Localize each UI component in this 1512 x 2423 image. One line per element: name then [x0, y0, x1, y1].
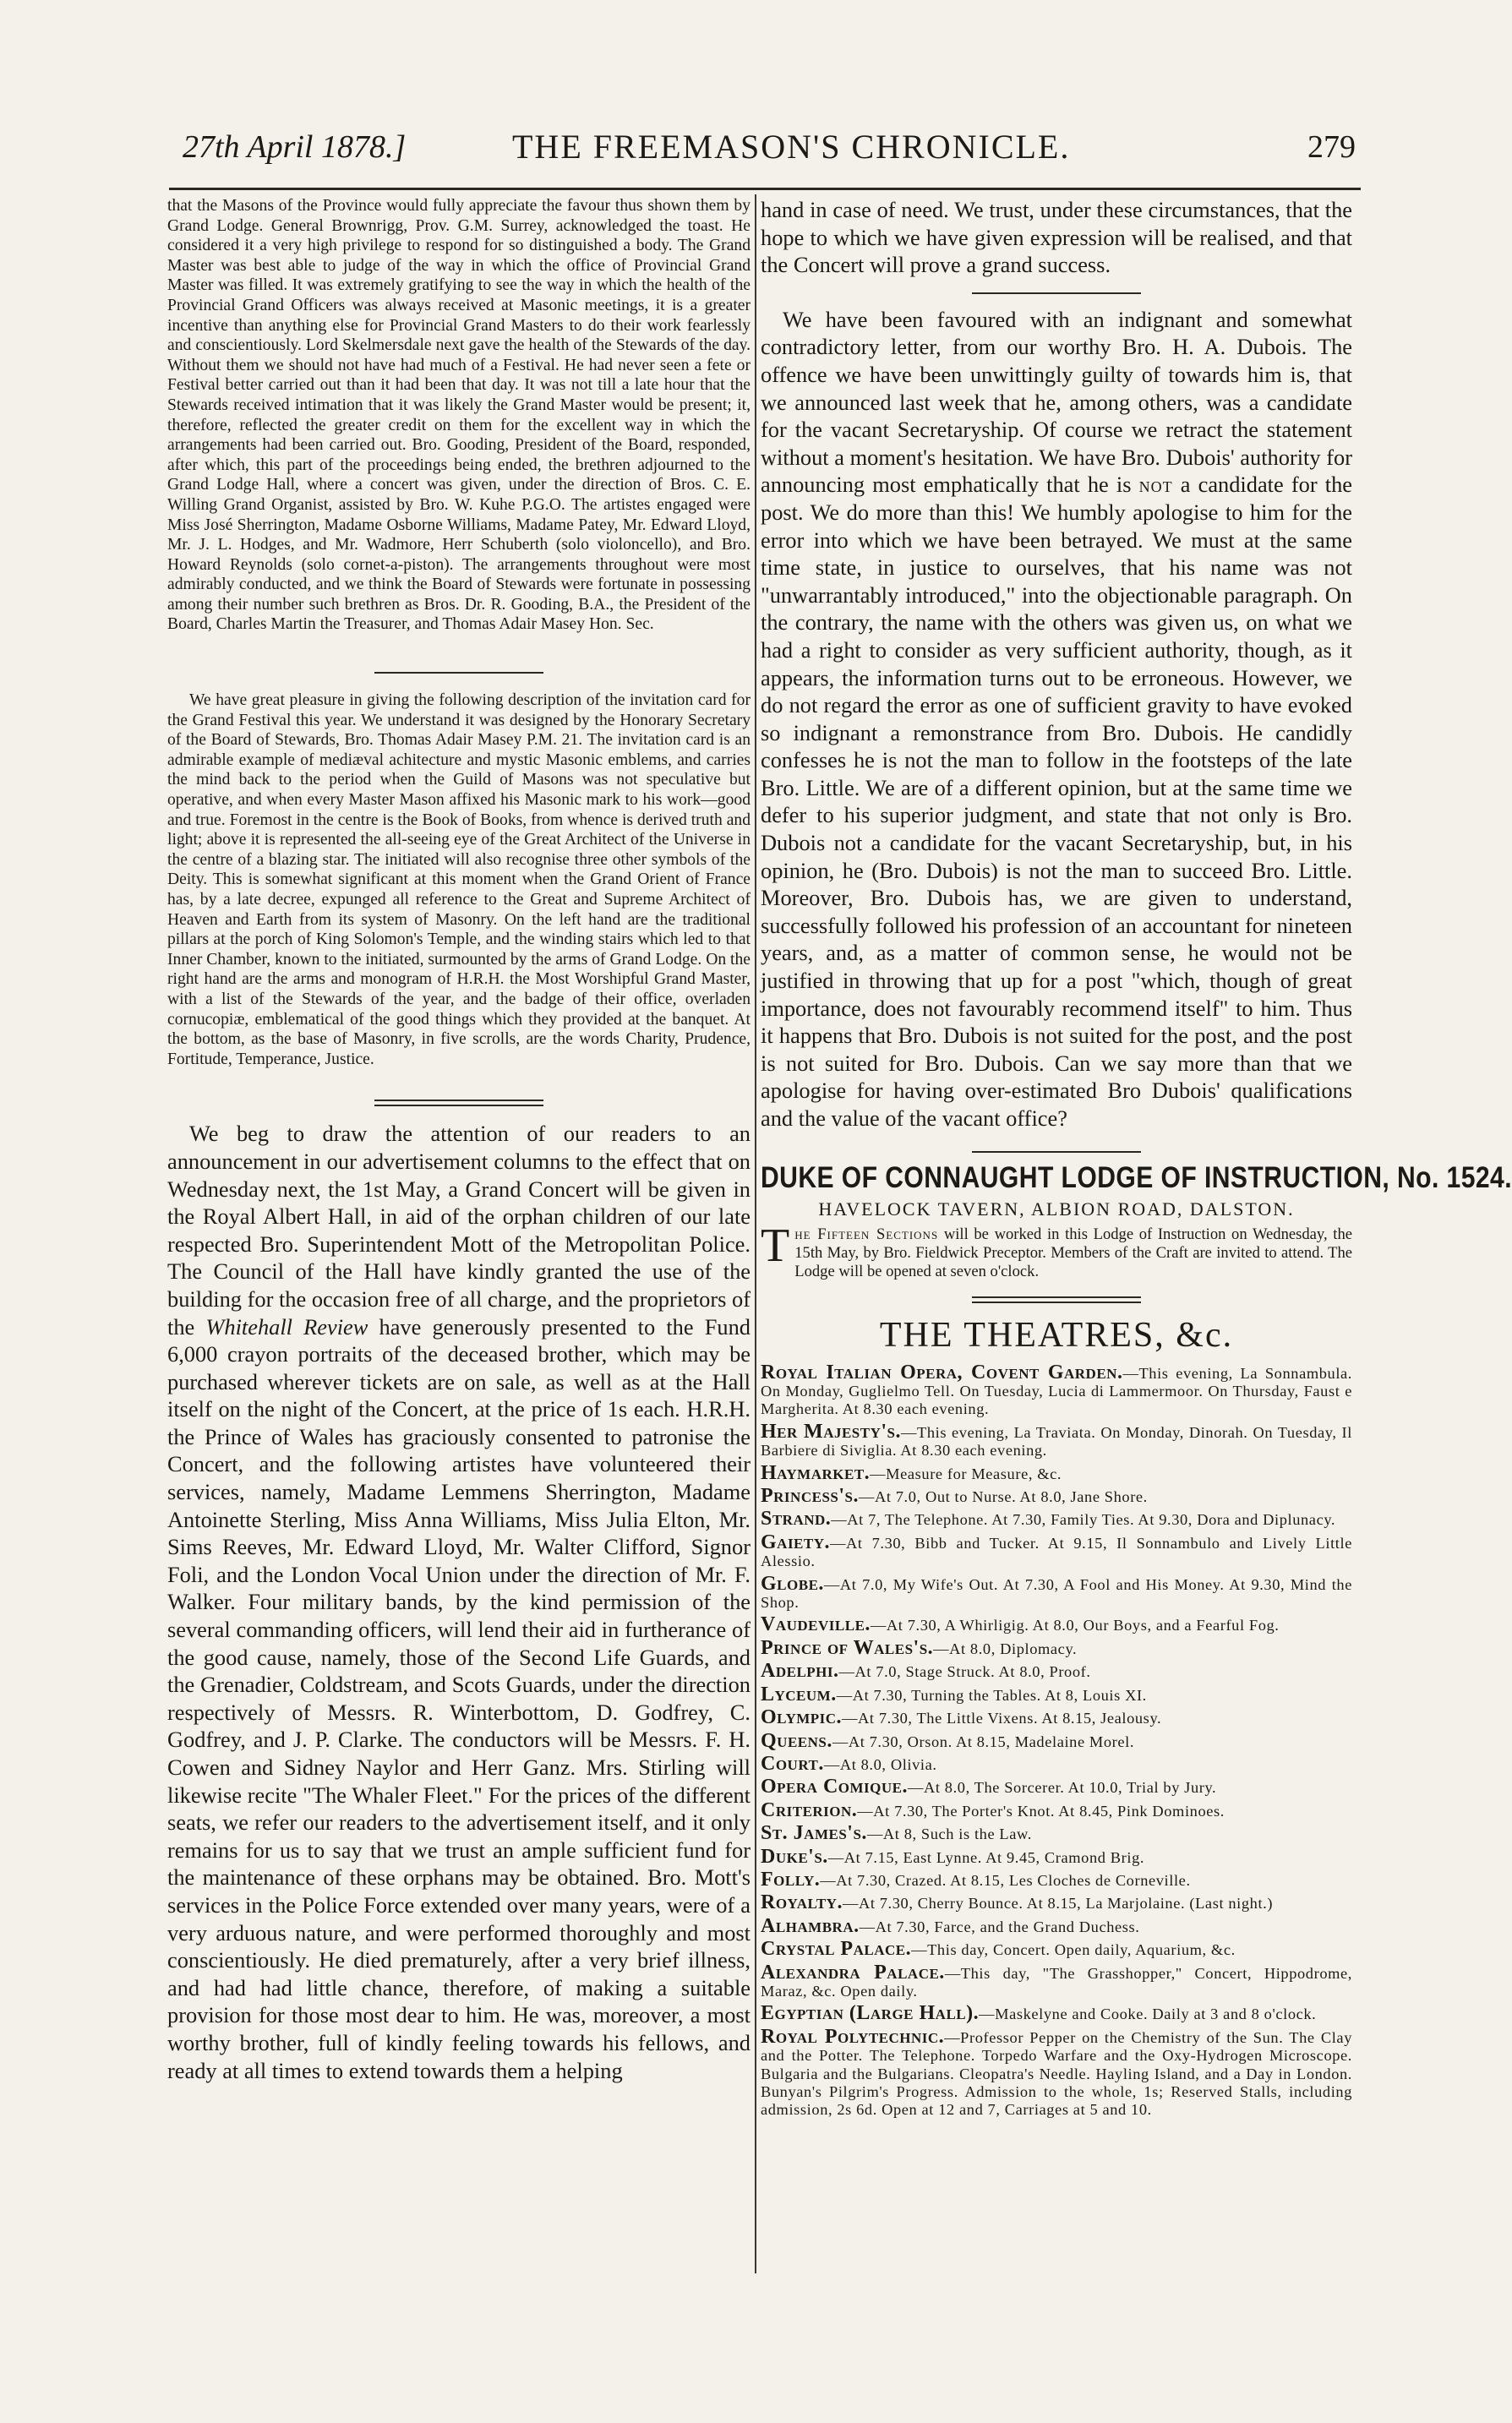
theatre-entry: [761, 1752, 1352, 1775]
theatre-name: Royal Italian Opera, Covent Garden.: [761, 1361, 1123, 1383]
theatre-programme: —This evening, La Sonnambula. On Monday, Guglielmo Tell. On Tuesday, Lucia di Lammermoor. On Thursday, Faust e Margherita. At 8.30 each evening.: [761, 1364, 1352, 1418]
theatre-programme: —At 7.30, Orson. At 8.15, Madelaine Morel.: [832, 1733, 1135, 1750]
theatre-name: Her Majesty's.: [761, 1420, 901, 1443]
concert-text-b: have generously presented to the Fund 6,000 crayon portraits of the deceased brother, which may be purchased wherever tickets are on sale, as well as at the Hall itself on the night of the Concert, at the price of 1s each. H.R.H. the Prince of Wales has graciously consented to patronise the Concert, and the following artistes have volunteered their services, namely, Madame Lemmens Sherrington, Madame Antoinette Sterling, Miss Anna Williams, Miss Julia Elton, Mr. Sims Reeves, Mr. Edward Lloyd, Mr. Walter Clifford, Signor Foli, and the London Vocal Union under the direction of Mr. F. Walker. Four military bands, by the kind permission of the several commanding officers, will lend their aid in furtherance of the good cause, namely, those of the Second Life Guards, and the Grenadier, Coldstream, and Scots Guards, under the direction respectively of Messrs. R. Winterbottom, D. Godfrey, C. Godfrey, and J. P. Clarke. The conductors will be Messrs. F. H. Cowen and Sidney Naylor and Herr Ganz. Mrs. Stirling will likewise recite "The Whaler Fleet." For the prices of the different seats, we refer our readers to the advertisement itself, and it only remains for us to say that we trust an ample sufficient fund for the maintenance of these orphans may be obtained. Bro. Mott's services in the Police Force extended over many years, were of a very arduous nature, and were performed thoroughly and most conscientiously. He died prematurely, after a very brief illness, and had had little chance, therefore, of making a suitable provision for those most dear to him. He was, moreover, a most worthy brother, full of kindly feeling towards his fellows, and ready at all times to extend towards them a helping: [167, 1313, 751, 2083]
theatre-name: Olympic.: [761, 1706, 843, 1729]
theatre-entry: [761, 1868, 1352, 1891]
theatre-entry: [761, 1940, 1352, 1959]
theatre-name: Haymarket.: [761, 1461, 871, 1484]
lodge-notice: [761, 1219, 1352, 1281]
theatre-programme: —This day, "The Grasshopper," Concert, Hippodrome, Maraz, &c. Open daily.: [761, 1964, 1352, 2000]
theatre-entry: [761, 1683, 1352, 1705]
theatre-name: Duke's.: [761, 1845, 828, 1868]
theatre-name: Criterion.: [761, 1798, 858, 1821]
double-section-rule: [374, 1100, 543, 1106]
theatres-heading: THE THEATRES, &c.: [879, 1315, 1234, 1355]
header-rule: [169, 188, 1361, 190]
concert-paragraph: [167, 1120, 751, 2084]
theatre-entry: [761, 1798, 1352, 1821]
theatre-entry: [761, 1891, 1352, 1914]
theatre-programme: —This evening, La Traviata. On Monday, Dinorah. On Tuesday, Il Barbiere di Siviglia. At 8.30 each evening.: [761, 1423, 1352, 1460]
theatre-name: Alhambra.: [761, 1914, 860, 1937]
theatre-entry: [761, 1729, 1352, 1752]
theatre-name: Lyceum.: [761, 1683, 837, 1705]
theatre-name: Adelphi.: [761, 1660, 839, 1683]
right-column: [761, 196, 1512, 2334]
theatre-name: Court.: [761, 1752, 824, 1775]
theatre-name: Strand.: [761, 1508, 832, 1531]
theatre-programme: —At 7.30, Turning the Tables. At 8, Louis XI.: [836, 1686, 1147, 1704]
issue-date: 27th April 1878.]: [183, 129, 407, 165]
lodge-notice-text: will be worked in this Lodge of Instruction on Wednesday, the 15th May, by Bro. Fieldwick Preceptor. Members of the Craft are invited to attend. The Lodge will be opened at seven o'clock.: [794, 1225, 1352, 1280]
theatre-name: Princess's.: [761, 1485, 859, 1508]
theatre-programme: —At 7.30, A Whirligig. At 8.0, Our Boys, and a Fearful Fog.: [870, 1617, 1280, 1634]
theatre-name: Gaiety.: [761, 1531, 831, 1553]
theatre-entry: [761, 1845, 1352, 1868]
theatre-entry: [761, 1531, 1352, 1571]
festival-paragraph: that the Masons of the Province would fully appreciate the favour thus shown them by Grand Lodge. General Brownrigg, Prov. G.M. Surrey, acknowledged the toast. He considered it a very high privilege to respond for so distinguished a body. The Grand Master was best able to judge of the way in which the office of Provincial Grand Master was filled. It was extremely gratifying to see the way in which the health of the Provincial Grand Officers was always received at Masonic meetings, it is a greater incentive than anything else for Provincial Grand Masters to do their work fearlessly and conscientiously. Lord Skelmersdale next gave the health of the Stewards of the day. Without them we should not have had much of a Festival. He had never seen a fete or Festival better carried out than it had been that day. It was not till a late hour that the Stewards received intimation that it was likely the Grand Master would be present; it, therefore, reflected the greater credit on them for the excellent way in which the arrangements had been carried out. Bro. Gooding, President of the Board, responded, after which, this part of the proceedings being ended, the brethren adjourned to the Grand Lodge Hall, where a concert was given, under the direction of Bros. C. E. Willing Grand Organist, assisted by Bro. W. Kuhe P.G.O. The artistes engaged were Miss José Sherrington, Madame Osborne Williams, Madame Patey, Mr. Edward Lloyd, Mr. J. L. Hodges, and Mr. Wadmore, Herr Schuberth (solo violoncello), and Bro. Howard Reynolds (solo cornet-a-piston). The arrangements throughout were most admirably conducted, and we think the Board of Stewards were fortunate in possessing among their number such brethren as Bros. Dr. R. Gooding, B.A., the President of the Board, Charles Martin the Treasurer, and Thomas Adair Masey Hon. Sec.: [167, 197, 751, 634]
theatre-name: Royal Polytechnic.: [761, 2025, 945, 2048]
theatre-programme: —This day, Concert. Open daily, Aquarium, &c.: [911, 1941, 1236, 1959]
theatre-name: Crystal Palace.: [761, 1938, 912, 1961]
theatre-entry: [761, 1510, 1352, 1529]
theatre-name: St. James's.: [761, 1822, 867, 1845]
theatre-name: Opera Comique.: [761, 1776, 908, 1798]
masthead-title: THE FREEMASON'S CHRONICLE.: [512, 128, 1071, 166]
theatre-programme: —At 7.0, Stage Struck. At 8.0, Proof.: [838, 1663, 1091, 1681]
theatre-entry: [761, 1613, 1352, 1636]
dubois-text-b: a candidate for the post. We do more than this! We humbly apologise to him for the error into which we have been betrayed. We must at the same time state, in justice to ourselves, that his name was not "unwarrantably introduced," into the objectionable paragraph. On the contrary, the name with the others was given us, on what we had a right to consider as very sufficient authority, though, as it appears, the information turns out to be erroneous. However, we do not regard the error as one of sufficient gravity to have evoked so indignant a remonstrance from Bro. Dubois. He candidly confesses he is not the man to follow in the footsteps of the late Bro. Little. We are of a different opinion, but at the same time we defer to his superior judgment, and state that not only is Bro. Dubois not a candidate for the vacant Secretaryship, but, in his opinion, he (Bro. Dubois) is not the man to succeed Bro. Little. Moreover, Bro. Dubois has, we are given to understand, successfully followed his profession of an accountant for nineteen years, and, as a matter of common sense, he would not be justified in throwing that up for a post "which, though of great importance, does not favourably recommend itself" to him. Thus it happens that Bro. Dubois is not suited for the post, and the post is not suited for Bro. Dubois. Can we say more than that we apologise for having over-estimated Bro Dubois' qualifications and the value of the vacant office?: [761, 472, 1352, 1131]
theatre-name: Folly.: [761, 1868, 821, 1891]
publication-title: Whitehall Review: [205, 1313, 368, 1340]
running-head: [183, 128, 1356, 176]
theatre-programme: —At 7.30, The Little Vixens. At 8.15, Jealousy.: [842, 1710, 1162, 1727]
theatre-programme: —At 7.30, Crazed. At 8.15, Les Cloches de Corneville.: [820, 1871, 1191, 1889]
theatre-programme: —Professor Pepper on the Chemistry of the Sun. The Clay and the Potter. The Telephone. Torpedo Warfare and the Oxy-Hydrogen Microscope. Bulgaria and the Bulgarians. Cleopatra's Needle. Hayling Island, and a Day in London. Bunyan's Pilgrim's Progress. Admission to the whole, 1s; Reserved Stalls, including admission, 2s 6d. Open at 12 and 7, Carriages at 5 and 10.: [761, 2028, 1352, 2119]
theatre-name: Alexandra Palace.: [761, 1961, 945, 1984]
invitation-card-paragraph: We have great pleasure in giving the following description of the invitation card for the Grand Festival this year. We understand it was designed by the Honorary Secretary of the Board of Stewards, Bro. Thomas Adair Masey P.M. 21. The invitation card is an admirable example of mediæval achitecture and mystic Masonic emblems, and carries the mind back to the period when the Guild of Masons was not speculative but operative, and when every Master Mason affixed his Masonic mark to his work—good and true. Foremost in the centre is the Book of Books, from whence is derived truth and light; above it is represented the all-seeing eye of the Great Architect of the Universe in the centre of a blazing star. The initiated will also recognise three other symbols of the Deity. This is somewhat significant at this moment when the Grand Orient of France has, by a late decree, expunged all reference to the Great and Supreme Architect of Heaven and Earth from its system of Masonry. On the left hand are the traditional pillars at the porch of King Solomon's Temple, and the winding stairs which led to that Inner Chamber, known to the initiated, surmounted by the arms of Grand Lodge. On the right hand are the arms and monogram of H.R.H. the Most Worshipful Grand Master, with a list of the Stewards of the year, and the badge of their office, overladen cornucopiæ, emblematical of the good things which they provided at the banquet. At the bottom, as the base of Masonry, in five scrolls, are the words Charity, Prudence, Fortitude, Temperance, Justice.: [167, 691, 751, 1068]
section-rule: [374, 672, 543, 674]
theatre-entry: [761, 2025, 1352, 2120]
theatre-programme: —At 7.30, Bibb and Tucker. At 9.15, Il Sonnambulo and Lively Little Alessio.: [761, 1534, 1352, 1570]
theatre-programme: —Maskelyne and Cooke. Daily at 3 and 8 o'clock.: [979, 2006, 1317, 2023]
theatre-programme: —At 7.15, East Lynne. At 9.45, Cramond Brig.: [827, 1848, 1145, 1866]
lodge-heading: DUKE OF CONNAUGHT LODGE OF INSTRUCTION, No. 1524.: [761, 1160, 1512, 1194]
theatre-listings: [761, 1361, 1352, 2120]
lodge-address: HAVELOCK TAVERN, ALBION ROAD, DALSTON.: [818, 1198, 1295, 1220]
theatre-name: Egyptian (Large Hall).: [761, 2002, 980, 2025]
theatre-entry: [761, 1778, 1352, 1797]
theatre-entry: [761, 2002, 1352, 2025]
column-divider: [755, 194, 756, 2273]
theatre-entry: [761, 1461, 1352, 1484]
double-section-rule: [972, 1296, 1141, 1303]
dubois-paragraph: [761, 306, 1352, 1132]
theatre-entry: [761, 1487, 1352, 1506]
left-column: [167, 196, 751, 2334]
theatre-programme: —At 7, The Telephone. At 7.30, Family Ties. At 9.30, Dora and Diplunacy.: [831, 1511, 1336, 1529]
theatre-entry: [761, 1572, 1352, 1613]
theatre-name: Vaudeville.: [761, 1613, 871, 1636]
theatre-programme: —At 7.30, The Porter's Knot. At 8.45, Pink Dominoes.: [857, 1802, 1225, 1820]
theatre-entry: [761, 1914, 1352, 1937]
page-number: 279: [1307, 129, 1356, 165]
theatre-programme: —Measure for Measure, &c.: [870, 1465, 1062, 1482]
theatre-programme: —At 7.30, Cherry Bounce. At 8.15, La Marjolaine. (Last night.): [842, 1895, 1274, 1913]
theatre-name: Queens.: [761, 1729, 832, 1752]
theatre-programme: —At 8.0, The Sorcerer. At 10.0, Trial by Jury.: [908, 1779, 1217, 1797]
theatre-programme: —At 7.30, Farce, and the Grand Duchess.: [859, 1918, 1140, 1935]
theatre-programme: —At 8, Such is the Law.: [866, 1825, 1032, 1843]
theatre-programme: —At 7.0, Out to Nurse. At 8.0, Jane Shore.: [858, 1488, 1148, 1506]
theatre-entry: [761, 1361, 1352, 1419]
theatre-entry: [761, 1662, 1352, 1681]
concert-text-a: We beg to draw the attention of our readers to an announcement in our advertisement columns to the effect that on Wednesday next, the 1st May, a Grand Concert will be given in the Royal Albert Hall, in aid of the orphan children of our late respected Bro. Superintendent Mott of the Metropolitan Police. The Council of the Hall have kindly granted the use of the building for the occasion free of all charge, and the proprietors of the: [167, 1121, 751, 1340]
theatre-entry: [761, 1706, 1352, 1729]
theatre-programme: —At 8.0, Diplomacy.: [933, 1640, 1078, 1657]
drop-cap: T: [761, 1219, 790, 1272]
theatre-entry: [761, 1822, 1352, 1845]
theatre-entry: [761, 1420, 1352, 1460]
theatre-name: Prince of Wales's.: [761, 1636, 934, 1659]
theatre-programme: —At 8.0, Olivia.: [823, 1755, 937, 1773]
section-rule: [972, 1151, 1141, 1153]
section-rule: [972, 292, 1141, 294]
lodge-notice-lead: he Fifteen Sections: [794, 1225, 939, 1243]
continued-paragraph: hand in case of need. We trust, under these circumstances, that the hope to which we have given expression will be realised, and that the Concert will prove a grand success.: [761, 197, 1352, 278]
theatre-programme: —At 7.0, My Wife's Out. At 7.30, A Fool and His Money. At 9.30, Mind the Shop.: [761, 1575, 1352, 1612]
theatre-entry: [761, 1961, 1352, 2001]
dubois-emphasis: not: [1138, 472, 1173, 498]
dubois-text-a: We have been favoured with an indignant and somewhat contradictory letter, from our worthy Bro. H. A. Dubois. The offence we have been unwittingly guilty of towards him is, that we announced last week that he, among others, was a candidate for the vacant Secretaryship. Of course we retract the statement without a moment's hesitation. We have Bro. Dubois' authority for announcing most emphatically that he is: [761, 306, 1352, 498]
theatre-name: Royalty.: [761, 1891, 843, 1914]
theatre-entry: [761, 1636, 1352, 1659]
theatre-name: Globe.: [761, 1572, 824, 1595]
